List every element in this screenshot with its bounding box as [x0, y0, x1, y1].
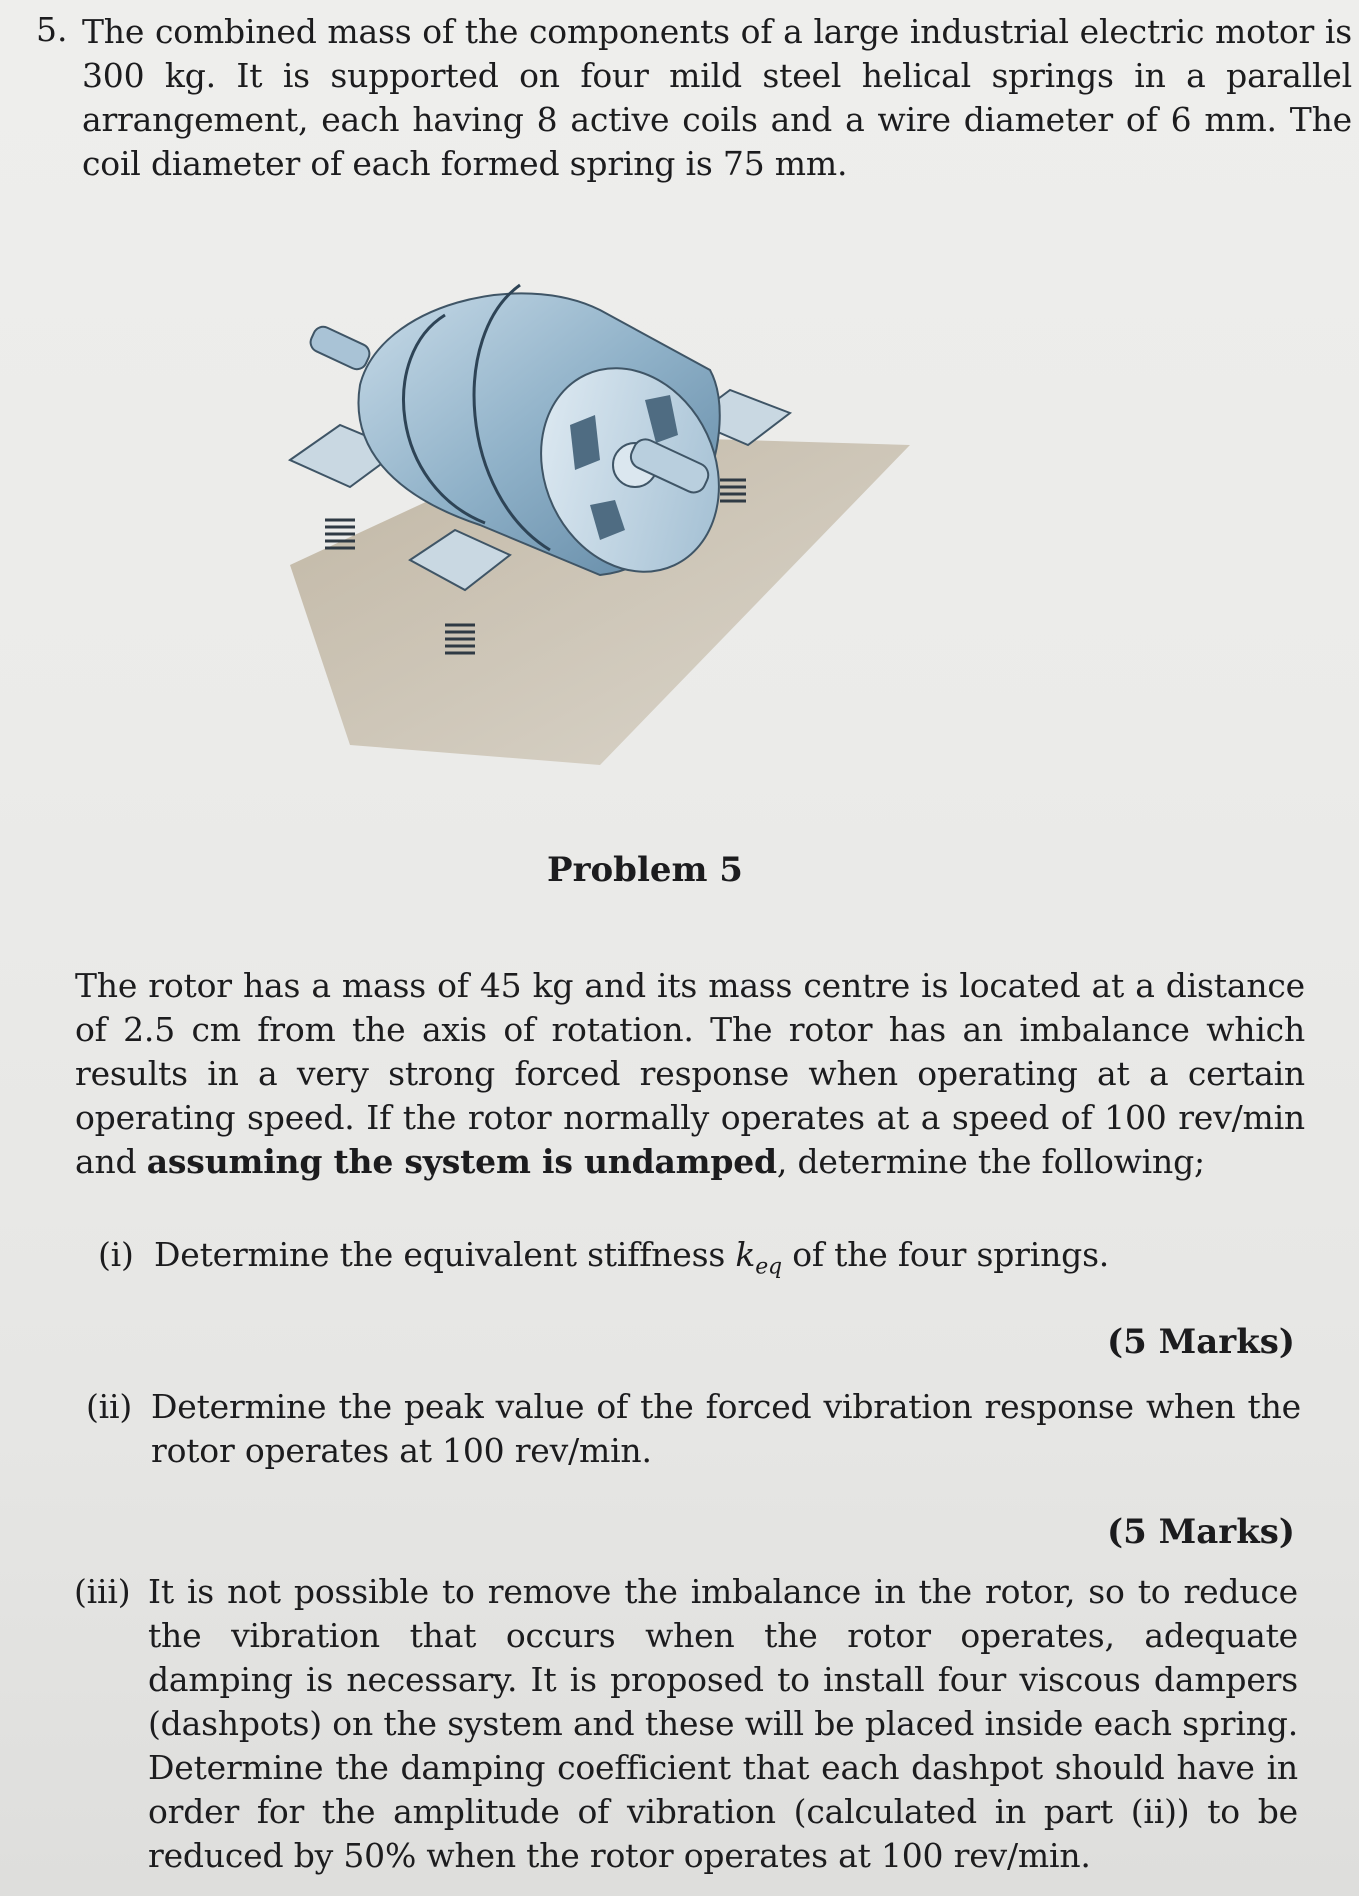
part-i-text-after: of the four springs. — [781, 1235, 1110, 1274]
para-end: , determine the following; — [776, 1142, 1205, 1181]
part-ii-text: Determine the peak value of the forced vibration response when the rotor operates at 100 rev/min. — [151, 1387, 1301, 1470]
part-i-label: (i) — [98, 1235, 134, 1274]
keq-symbol: k — [735, 1235, 756, 1274]
para-emphasis: assuming the system is undamped — [146, 1142, 777, 1181]
motor-figure — [270, 265, 930, 785]
figure-caption: Problem 5 — [547, 850, 743, 890]
question-number: 5. — [36, 10, 68, 49]
part-i-marks: (5 Marks) — [1107, 1322, 1295, 1362]
shaft-left — [307, 324, 372, 373]
part-iii-text: It is not possible to remove the imbalance in the rotor, so to reduce the vibration that occurs when the rotor operates, adequate damping is necessary. It is proposed to install four viscous dampers (dashpots) on the system and these will be placed inside each spring. Determine the damping coefficient that each dashpot should have in order for the amplitude of vibration (calculated in part (ii)) to be reduced by 50% when the rotor operates at 100 rev/min. — [148, 1572, 1298, 1875]
part-i-text — [154, 1233, 1304, 1290]
part-ii-label: (ii) — [86, 1387, 133, 1426]
part-ii-marks: (5 Marks) — [1107, 1512, 1295, 1552]
part-i-text-before: Determine the equivalent stiffness — [154, 1235, 736, 1274]
problem-description — [75, 964, 1305, 1184]
part-iii-label: (iii) — [74, 1572, 131, 1611]
para-main: The rotor has a mass of 45 kg and its mass centre is located at a distance of 2.5 cm from the axis of rotation. The rotor has an imbalance which results in a very strong forced response when operating at a certain operating speed. If the rotor normally operates at a speed of 100 rev/min and — [75, 966, 1305, 1181]
question-intro: The combined mass of the components of a large industrial electric motor is 300 kg. It is supported on four mild steel helical springs in a parallel arrangement, each having 8 active coils and a wire diameter of 6 mm. The coil diameter of each formed spring is 75 mm. — [82, 12, 1352, 183]
motor-illustration — [270, 265, 930, 785]
keq-subscript: eq — [755, 1254, 782, 1280]
